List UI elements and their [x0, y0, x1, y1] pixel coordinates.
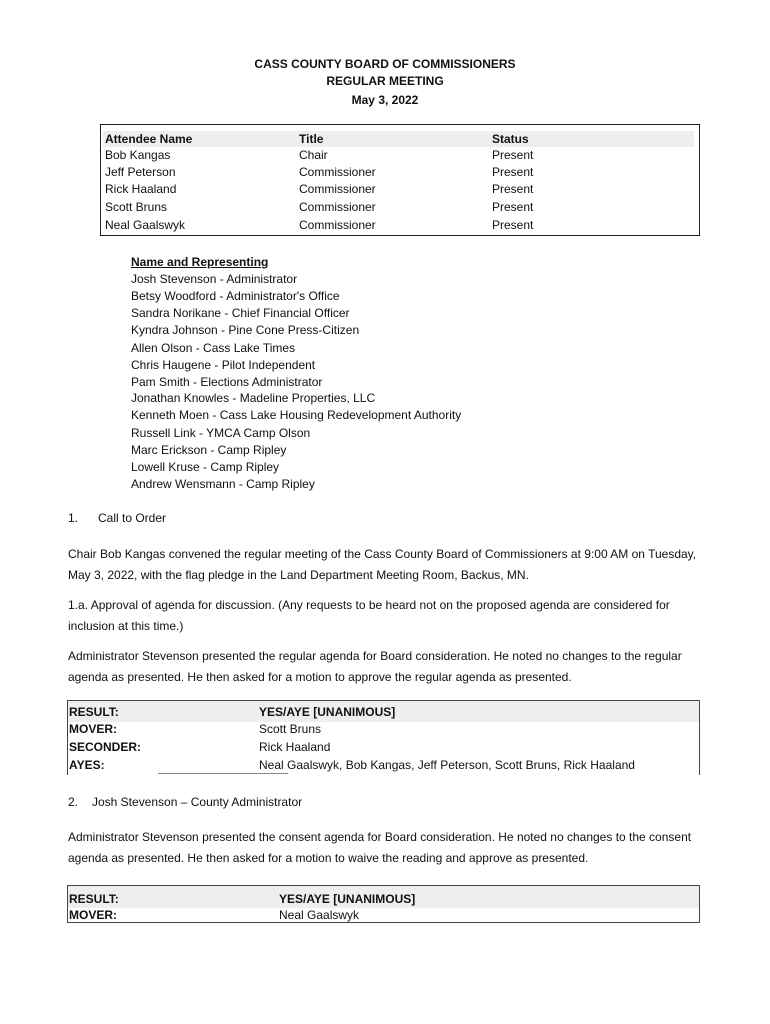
- attendee-title: Commissioner: [299, 218, 376, 232]
- vote-result-box-2: [67, 885, 700, 923]
- section-1-agenda-presentation: Administrator Stevenson presented the regular agenda for Board consideration. He noted no changes to the regular agenda as presented. He then asked for a motion to approve the regular agenda as presented.: [68, 649, 682, 684]
- ayes-label: AYES:: [69, 758, 105, 772]
- section-2-number: 2.: [68, 795, 79, 809]
- mover-label: MOVER:: [69, 908, 117, 922]
- seconder-value: Rick Haaland: [259, 740, 331, 754]
- attendee-title: Commissioner: [299, 182, 376, 196]
- representing-item: Chris Haugene - Pilot Independent: [131, 358, 316, 372]
- result-label: RESULT:: [69, 705, 119, 719]
- result-label: RESULT:: [69, 892, 119, 906]
- vote-result-row: [68, 705, 699, 723]
- section-1-paragraph-convened: Chair Bob Kangas convened the regular meeting of the Cass County Board of Commissioners at 9:00 AM on Tuesday, May 3, 2022, with the flag pledge in the Land Department Meeting Room, Backus, MN.: [68, 547, 697, 582]
- col-header-name: Attendee Name: [105, 132, 193, 146]
- representing-item: Allen Olson - Cass Lake Times: [131, 341, 296, 355]
- representing-item: Marc Erickson - Camp Ripley: [131, 443, 287, 457]
- attendee-status: Present: [492, 182, 534, 196]
- representing-item: Pam Smith - Elections Administrator: [131, 375, 323, 389]
- representing-item: Jonathan Knowles - Madeline Properties, LLC: [131, 391, 376, 405]
- representing-item: Sandra Norikane - Chief Financial Officer: [131, 306, 350, 320]
- section-1-title: Call to Order: [98, 511, 167, 525]
- section-2-consent-paragraph: Administrator Stevenson presented the consent agenda for Board consideration. He noted no changes to the consent agenda as presented. He then asked for a motion to waive the reading and approve as presented.: [68, 830, 692, 865]
- attendee-title: Chair: [299, 148, 328, 162]
- attendee-title: Commissioner: [299, 200, 376, 214]
- meeting-type: REGULAR MEETING: [326, 74, 444, 88]
- section-1a-agenda-paragraph: 1.a. Approval of agenda for discussion. (Any requests to be heard not on the proposed agenda are considered for inclusion at this time.): [68, 598, 670, 633]
- vote-result-box: [67, 700, 700, 775]
- col-header-title: Title: [299, 132, 324, 146]
- representing-item: Andrew Wensmann - Camp Ripley: [131, 477, 315, 491]
- mover-label: MOVER:: [69, 722, 117, 736]
- attendee-title: Commissioner: [299, 165, 376, 179]
- attendee-status: Present: [492, 148, 534, 162]
- attendee-name: Jeff Peterson: [105, 165, 176, 179]
- attendee-table: [100, 124, 700, 236]
- attendee-status: Present: [492, 165, 534, 179]
- attendee-status: Present: [492, 200, 534, 214]
- vote-divider: [158, 773, 288, 774]
- representing-item: Lowell Kruse - Camp Ripley: [131, 460, 280, 474]
- attendee-name: Rick Haaland: [105, 182, 177, 196]
- attendee-status: Present: [492, 218, 534, 232]
- result-value: YES/AYE [UNANIMOUS]: [259, 705, 396, 719]
- representing-item: Josh Stevenson - Administrator: [131, 272, 298, 286]
- org-title: CASS COUNTY BOARD OF COMMISSIONERS: [254, 57, 516, 71]
- ayes-value: Neal Gaalswyk, Bob Kangas, Jeff Peterson, Scott Bruns, Rick Haaland: [259, 758, 635, 772]
- seconder-label: SECONDER:: [69, 740, 142, 754]
- result-value: YES/AYE [UNANIMOUS]: [279, 892, 416, 906]
- representing-heading: Name and Representing: [131, 255, 269, 269]
- mover-value: Neal Gaalswyk: [279, 908, 360, 922]
- representing-item: Betsy Woodford - Administrator's Office: [131, 289, 340, 303]
- vote-mover-row: [68, 722, 699, 740]
- attendee-name: Neal Gaalswyk: [105, 218, 186, 232]
- section-2-title: Josh Stevenson – County Administrator: [92, 795, 303, 809]
- attendee-name: Bob Kangas: [105, 148, 171, 162]
- mover-value: Scott Bruns: [259, 722, 322, 736]
- meeting-date: May 3, 2022: [351, 93, 419, 107]
- vote-mover-row: [68, 908, 699, 922]
- section-1-number: 1.: [68, 511, 79, 525]
- attendee-name: Scott Bruns: [105, 200, 168, 214]
- representing-item: Russell Link - YMCA Camp Olson: [131, 426, 311, 440]
- col-header-status: Status: [492, 132, 529, 146]
- vote-seconder-row: [68, 740, 699, 758]
- representing-item: Kenneth Moen - Cass Lake Housing Redevelopment Authority: [131, 408, 462, 422]
- representing-item: Kyndra Johnson - Pine Cone Press-Citizen: [131, 323, 360, 337]
